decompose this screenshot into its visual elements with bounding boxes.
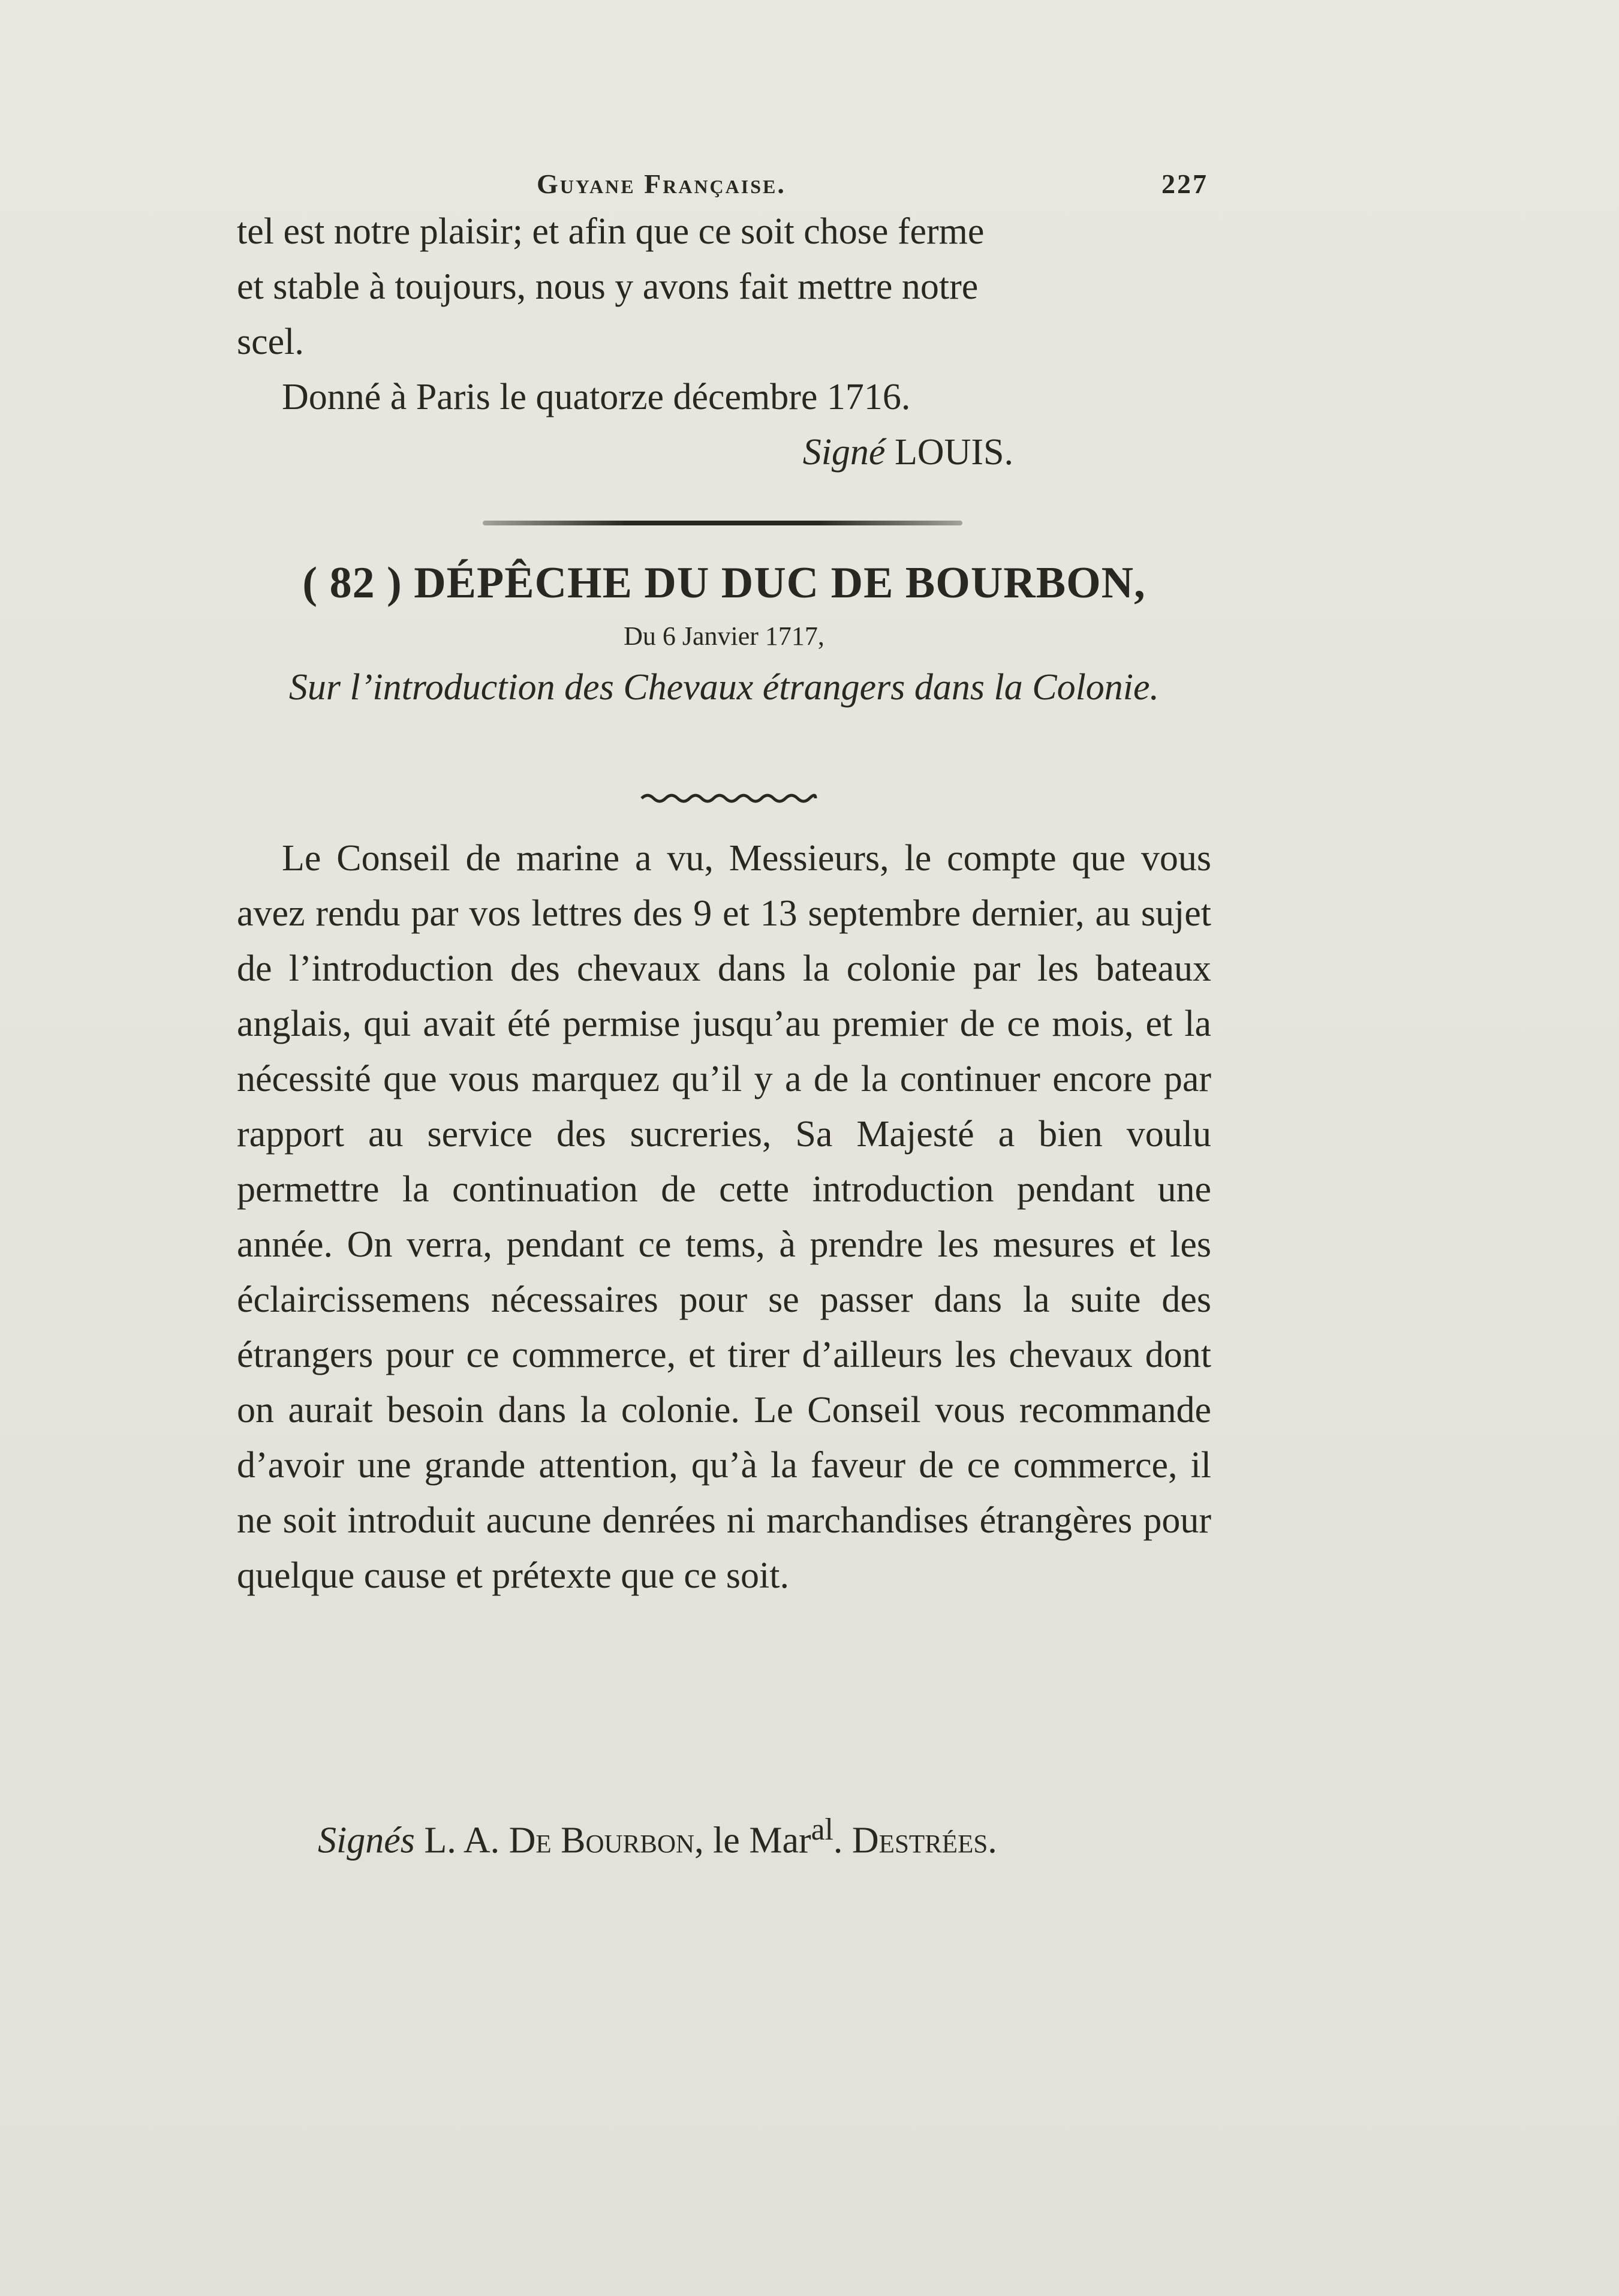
document-body: Le Conseil de marine a vu, Messieurs, le compte que vous avez rendu par vos lettres des 9 et 13 septembre dernier, au sujet de l’introduction des chevaux dans la colonie par les bateaux anglais, qui avait été permise jusqu’au premier de ce mois, et la nécessité que vous marquez qu’il y a de la continuer encore par rapport au service des sucreries, Sa Majesté a bien voulu permettre la continuation de cette introduction pendant une année. On verra, pendant ce tems, à prendre les mesures et les éclaircissemens nécessaires pour se passer dans la suite des étrangers pour ce commerce, et tirer d’ailleurs les chevaux dont on aurait besoin dans la colonie. Le Conseil vous recommande d’avoir une grande attention, qu’à la faveur de ce commerce, il ne soit introduit aucune denrées ni marchandises étrangères pour quelque cause et prétexte que ce soit. <box>237 838 1211 1596</box>
text-line: tel est notre plaisir; et afin que ce soit chose ferme <box>237 211 985 252</box>
document-subtitle: Sur l’introduction des Chevaux étrangers dans la Colonie. <box>288 667 1160 708</box>
signature-mid: le Mar <box>713 1820 811 1861</box>
signed-name: LOUIS. <box>894 432 1013 473</box>
document-date: Du 6 Janvier 1717, <box>624 621 824 651</box>
signature-name-2: . Destrées. <box>833 1820 997 1861</box>
signature-label: Signés <box>318 1820 415 1861</box>
closing-paragraph <box>237 204 1211 480</box>
signature-superscript: al <box>811 1813 833 1847</box>
page-header <box>237 168 1208 204</box>
signature-line <box>318 1802 997 1868</box>
text-line: scel. <box>237 321 304 362</box>
signed-label: Signé <box>802 432 886 473</box>
ornament-wave <box>639 789 818 807</box>
dated-line: Donné à Paris le quatorze décembre 1716. <box>282 377 911 417</box>
signature-name-1: L. A. De Bourbon, <box>424 1820 704 1861</box>
section-divider <box>483 521 962 525</box>
signed-line <box>237 425 1013 480</box>
running-title: Guyane Française. <box>537 169 786 199</box>
document-title: ( 82 ) DÉPÊCHE DU DUC DE BOURBON, <box>302 558 1146 608</box>
text-line: et stable à toujours, nous y avons fait mettre notre <box>237 266 979 307</box>
page-number: 227 <box>1161 169 1208 199</box>
